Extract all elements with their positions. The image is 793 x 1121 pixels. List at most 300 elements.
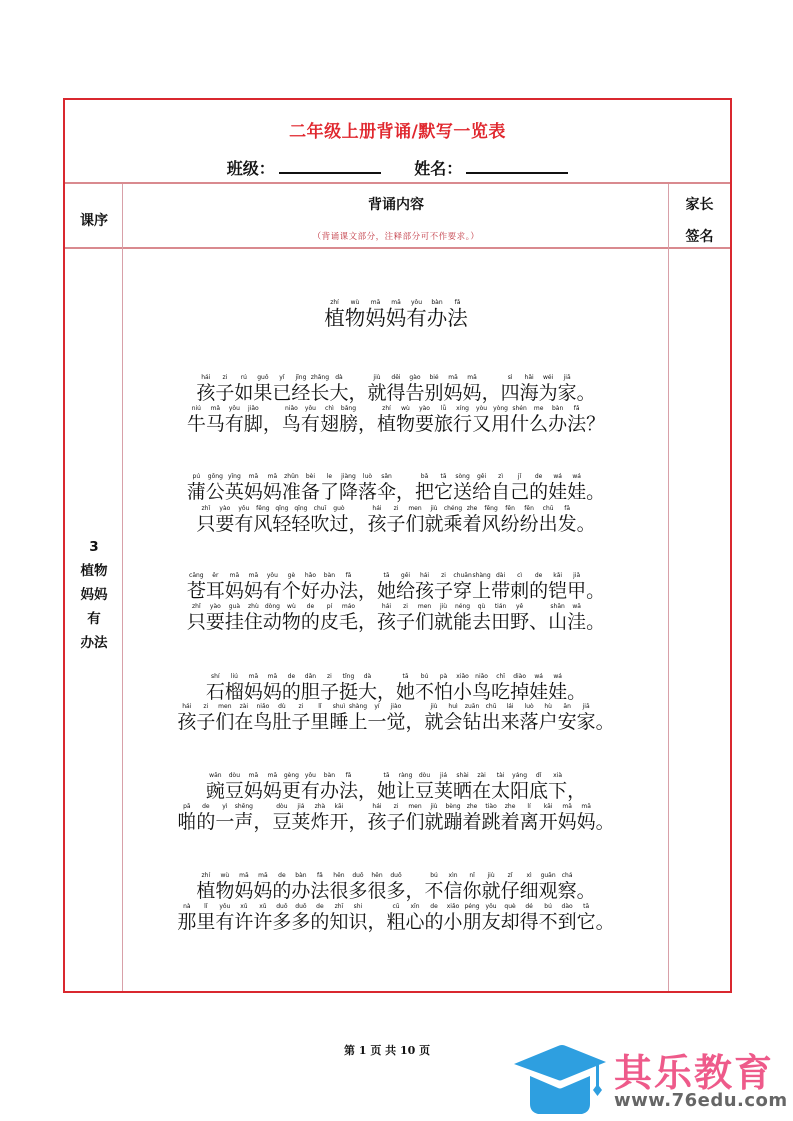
hanzi-unit [453,602,472,633]
hanzi-unit [339,472,358,503]
hanzi: ， [405,880,425,902]
hanzi: 纷 [500,513,520,535]
hanzi-unit [548,404,567,435]
hanzi: 山 [548,611,568,633]
hanzi: 经 [291,382,311,404]
hanzi-unit [301,672,320,703]
hanzi-unit [206,404,225,435]
hanzi: 把 [415,481,435,503]
hanzi: 妈 [262,780,282,802]
pinyin: liú [230,673,238,680]
hanzi: 就 [434,611,454,633]
pinyin: jiù [430,505,438,512]
hanzi-unit [444,902,463,933]
hanzi-unit [339,571,358,602]
hanzi: 长 [310,382,330,404]
hanzi-unit [453,472,472,503]
hanzi: 石 [205,681,225,703]
hanzi-unit [377,771,396,802]
pinyin: zhù [248,603,259,610]
hanzi-unit [187,602,206,633]
pinyin: shài [456,772,469,779]
hanzi-unit [367,504,386,535]
pinyin: kāi [334,803,344,810]
hanzi-unit [596,802,615,833]
hanzi-unit [396,472,415,503]
hanzi: 子 [215,382,235,404]
hanzi: 。 [567,681,587,703]
hanzi-unit [520,702,539,733]
pinyin: xíng [456,405,469,412]
pinyin: kāi [543,803,553,810]
hanzi-unit [520,802,539,833]
hanzi: 植 [324,306,345,330]
hanzi-unit [206,571,225,602]
hanzi: 大 [357,681,377,703]
hanzi-unit [501,504,520,535]
hanzi-unit [244,571,263,602]
hanzi: ， [253,811,273,833]
pinyin: bèng [445,803,461,810]
hanzi-unit [196,902,215,933]
header-content: 背诵内容 [368,197,424,213]
hanzi: 娃 [529,681,549,703]
hanzi-unit [501,702,520,733]
hanzi-unit [215,373,234,404]
hanzi: 落 [519,711,539,733]
hanzi: 如 [234,382,254,404]
pinyin: zi [222,374,228,381]
hanzi: 英 [224,481,244,503]
pinyin: wān [209,772,222,779]
hanzi-unit [539,504,558,535]
hanzi-unit [482,702,501,733]
hanzi-unit [367,902,386,933]
hanzi-unit [434,602,453,633]
hanzi: 荚 [291,811,311,833]
hanzi-unit [272,504,291,535]
hanzi: 朋 [462,911,482,933]
pinyin: dài [496,572,506,579]
hanzi-unit [348,871,367,902]
pinyin: bàn [431,299,443,306]
pinyin: máo [341,603,356,610]
hanzi-unit [586,602,605,633]
pinyin: bèi [305,473,316,480]
pinyin: zhí [330,299,339,306]
hanzi: 不 [424,880,444,902]
hanzi-unit [339,771,358,802]
pinyin: bú [544,903,552,910]
pinyin: shēng [234,803,253,810]
pinyin: chuān [453,572,472,579]
pinyin: mā [229,572,240,579]
pinyin: niǎo [475,673,488,680]
pinyin: gōng [207,473,223,480]
hanzi: 办 [291,880,311,902]
hanzi: 榴 [224,681,244,703]
pinyin: hái [372,505,382,512]
hanzi: 铠 [548,580,568,602]
pinyin: fǎ [317,872,323,879]
hanzi-unit [348,373,367,404]
hanzi-unit [415,602,434,633]
pinyin: yòng [493,405,508,412]
lesson-name-2: 妈妈 [80,587,108,603]
hanzi-unit [491,771,510,802]
hanzi: 胆 [300,681,320,703]
pinyin: pú [192,473,201,480]
hanzi-unit [529,404,548,435]
hanzi-unit [253,504,272,535]
hanzi: 很 [367,880,387,902]
hanzi: 。 [586,580,606,602]
hanzi-unit [253,902,272,933]
pinyin: guò [333,505,345,512]
pinyin: mā [267,473,278,480]
hanzi: 备 [300,481,320,503]
pinyin: de [534,473,543,480]
hanzi: 有 [406,306,427,330]
hanzi-unit [501,902,520,933]
hanzi-unit [425,871,444,902]
hanzi: 不 [538,911,558,933]
pinyin: sòng [455,473,470,480]
recitation-table [63,98,732,993]
poem-title [123,298,669,329]
watermark-logo [510,1040,793,1120]
hanzi-unit [272,902,291,933]
hanzi: 蒲 [186,481,206,503]
hanzi-unit [434,571,453,602]
pinyin: yáng [512,772,528,779]
hanzi: 准 [281,481,301,503]
hanzi-unit [177,902,196,933]
hanzi-unit [358,404,377,435]
hanzi: 妈 [243,780,263,802]
pinyin: zì [498,473,503,480]
hanzi-unit [244,404,263,435]
watermark-brand: 其乐教育 [614,1051,775,1095]
hanzi-unit [320,472,339,503]
hanzi: 妈 [365,306,386,330]
hanzi: 甲 [567,580,587,602]
pinyin: yǒu [304,772,316,779]
hanzi-unit [415,672,434,703]
hanzi: 里 [196,911,216,933]
pinyin: mā [248,572,259,579]
hanzi-unit [491,571,510,602]
pinyin: duō [352,872,364,879]
hanzi: 友 [481,911,501,933]
hanzi-unit [406,373,425,404]
hanzi: 离 [519,811,539,833]
hanzi-unit [272,702,291,733]
hanzi: 鸟 [253,711,273,733]
hanzi: 果 [253,382,273,404]
hanzi: 妈 [253,880,273,902]
pinyin: xì [526,872,532,879]
pinyin: zài [477,772,486,779]
pinyin: chū [485,703,497,710]
pinyin: zhe [504,803,516,810]
hanzi-unit [529,771,548,802]
hanzi: 么 [529,413,549,435]
lesson-name-4: 办法 [80,635,108,651]
hanzi-unit [425,802,444,833]
pinyin: zi [393,803,399,810]
hanzi: 怕 [434,681,454,703]
pinyin: tā [583,903,590,910]
hanzi-unit [377,672,396,703]
hanzi: 会 [443,711,463,733]
pinyin: lǐ [318,703,322,710]
hanzi-unit [291,373,310,404]
pinyin: fǎ [345,572,352,579]
student-fields [65,156,730,179]
hanzi-unit [272,802,291,833]
hanzi: 轻 [272,513,292,535]
hanzi: 细 [519,880,539,902]
hanzi-unit [472,472,491,503]
hanzi: 子 [386,513,406,535]
hanzi-unit [520,504,539,535]
hanzi-unit [491,404,510,435]
hanzi-unit [215,902,234,933]
hanzi-unit [320,571,339,602]
hanzi-unit [586,571,605,602]
hanzi: 大 [329,382,349,404]
hanzi-unit [577,373,596,404]
hanzi-unit [548,672,567,703]
pinyin: jǐ [517,473,522,480]
hanzi: 去 [472,611,492,633]
hanzi-unit [567,571,586,602]
pinyin: wù [287,603,296,610]
hanzi: 植 [376,413,396,435]
hanzi-unit [510,571,529,602]
hanzi-unit [386,504,405,535]
hanzi: ， [396,481,416,503]
pinyin: wá [534,673,543,680]
pinyin: zhí [201,872,211,879]
pinyin: mā [267,772,278,779]
hanzi: 物 [281,611,301,633]
pinyin: gè [287,572,296,579]
pinyin: bàn [323,772,336,779]
hanzi: 出 [538,513,558,535]
pinyin: bàn [551,405,564,412]
hanzi: 有 [224,413,244,435]
hanzi-unit [377,472,396,503]
pinyin: guà [228,603,241,610]
hanzi-unit [482,504,501,535]
hanzi: 就 [424,811,444,833]
hanzi: 着 [462,811,482,833]
pinyin: zuān [464,703,480,710]
hanzi-unit [234,871,253,902]
hanzi-unit [329,373,348,404]
hanzi-unit [282,771,301,802]
hanzi: 野 [510,611,530,633]
pinyin: men [417,603,432,610]
pinyin: gào [409,374,421,381]
pinyin: zi [327,673,332,680]
pinyin: guān [540,872,556,879]
pinyin: dù [278,703,286,710]
hanzi-unit [415,571,434,602]
hanzi: 户 [538,711,558,733]
hanzi-unit [444,871,463,902]
hanzi: 太 [491,780,511,802]
hanzi: 不 [415,681,435,703]
hanzi-unit [263,602,282,633]
hanzi: 睡 [329,711,349,733]
hanzi-unit [482,802,501,833]
hanzi-unit [463,902,482,933]
hanzi: 吃 [491,681,511,703]
name-field [414,156,568,179]
pinyin: jiā [563,374,571,381]
pinyin: wù [350,299,360,306]
hanzi-unit [215,802,234,833]
pinyin: fā [564,505,571,512]
hanzi-unit [310,702,329,733]
pinyin: tài [496,772,505,779]
pinyin: zhà [314,803,326,810]
hanzi-unit [282,472,301,503]
hanzi: 就 [367,382,387,404]
hanzi-unit [282,672,301,703]
hanzi: ， [348,382,368,404]
hanzi-unit [558,802,577,833]
pinyin: wá [553,473,562,480]
hanzi: 、 [529,611,549,633]
hanzi: 子 [319,681,339,703]
hanzi: 信 [443,880,463,902]
hanzi: 公 [205,481,225,503]
hanzi: 里 [310,711,330,733]
pinyin: yě [515,603,524,610]
hanzi: 降 [338,481,358,503]
pinyin: zhǎng [310,374,330,381]
hanzi: 妈 [224,580,244,602]
hanzi-unit [272,373,291,404]
pinyin: diào [513,673,527,680]
hanzi-unit [301,404,320,435]
hanzi: 自 [491,481,511,503]
lesson-name-1: 植物 [80,563,108,579]
hanzi: 妈 [234,880,254,902]
pinyin: mā [267,673,278,680]
hanzi-unit [491,602,510,633]
pinyin: dòu [276,803,288,810]
hanzi-unit [567,771,586,802]
hanzi-unit [529,472,548,503]
pinyin: dà [363,673,372,680]
hanzi-unit [406,802,425,833]
pinyin: mā [239,872,249,879]
pinyin: bàn [323,572,336,579]
hanzi: 在 [234,711,254,733]
class-blank[interactable] [279,158,381,174]
hanzi-unit [386,902,405,933]
hanzi: 鸟 [281,413,301,435]
pinyin: zhe [466,505,478,512]
pinyin: fēng [484,505,498,512]
pinyin: zi [298,703,304,710]
hanzi-unit [234,504,253,535]
hanzi: 轻 [291,513,311,535]
pinyin: lí [527,803,531,810]
hanzi: 翅 [319,413,339,435]
pinyin: luò [362,473,373,480]
pinyin: shén [512,405,527,412]
hanzi-unit [282,571,301,602]
hanzi-unit [348,504,367,535]
pinyin: què [504,903,516,910]
pinyin: zi [393,505,399,512]
hanzi: 。 [576,513,596,535]
pinyin: men [218,703,232,710]
pinyin: sì [507,374,513,381]
hanzi-unit [225,602,244,633]
pinyin: mā [370,299,381,306]
pinyin: bǎ [420,473,429,480]
hanzi: 子 [434,580,454,602]
hanzi-unit [558,504,577,535]
hanzi: 一 [215,811,235,833]
hanzi: 为 [538,382,558,404]
hanzi: 多 [386,880,406,902]
hanzi: 好 [300,580,320,602]
hanzi: 用 [491,413,511,435]
hanzi-unit [348,802,367,833]
hanzi-unit [358,472,377,503]
hanzi: 们 [215,711,235,733]
hanzi-unit [510,404,529,435]
hanzi: 的 [529,580,549,602]
pinyin: gěi [400,572,411,579]
pinyin: chá [561,872,573,879]
hanzi: 的 [196,811,216,833]
hanzi-unit [463,871,482,902]
hanzi: ， [481,382,501,404]
pinyin: cū [392,903,400,910]
hanzi-unit [367,702,386,733]
pinyin: shān [550,603,565,610]
hanzi-unit [206,602,225,633]
pinyin: hái [419,572,430,579]
hanzi: 的 [281,681,301,703]
hanzi-unit [301,771,320,802]
hanzi: 许 [253,911,273,933]
pinyin: hǎi [524,374,534,381]
pinyin: yì [222,803,228,810]
hanzi: 。 [595,711,615,733]
pinyin: kǎi [553,572,563,579]
hanzi-unit [310,871,329,902]
hanzi: 的 [310,911,330,933]
hanzi: 妈 [557,811,577,833]
pinyin: mā [248,772,259,779]
hanzi-unit [291,871,310,902]
hanzi-unit [196,702,215,733]
hanzi: ， [367,911,387,933]
hanzi-unit [444,702,463,733]
hanzi: 送 [453,481,473,503]
name-blank[interactable] [466,158,568,174]
